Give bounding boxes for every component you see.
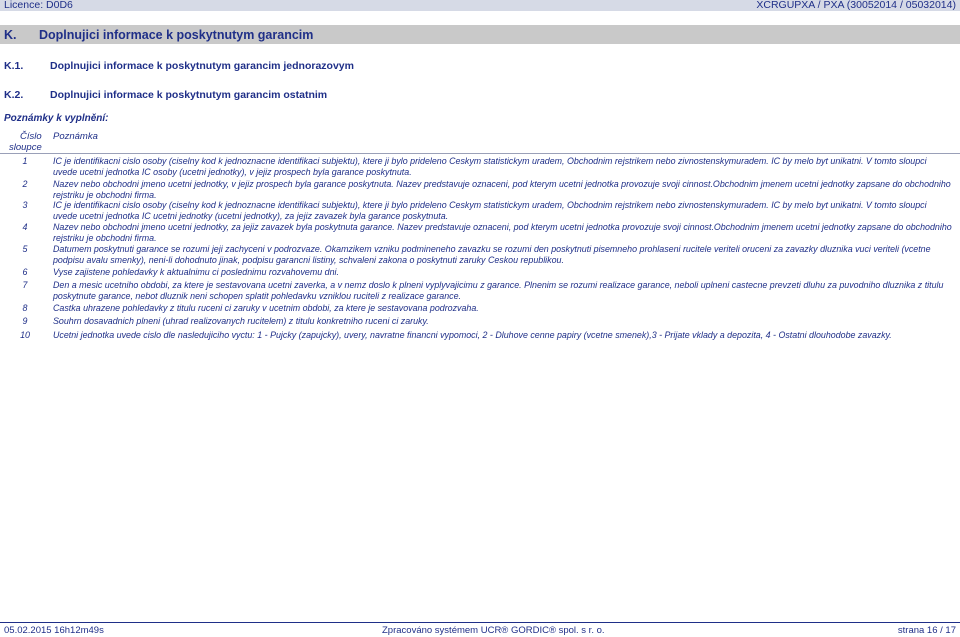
subsection-number: K.2.	[4, 89, 24, 101]
note-number: 9	[22, 316, 28, 326]
note-number: 6	[22, 267, 28, 277]
section-heading	[0, 25, 960, 44]
note-number: 2	[22, 179, 28, 189]
note-number: 5	[22, 244, 28, 254]
note-text: Souhrn dosavadnich plneni (uhrad realizovanych rucitelem) z titulu konkretniho ruceni ci zaruky.	[53, 316, 429, 326]
footer-datetime: 05.02.2015 16h12m49s	[4, 625, 104, 636]
note-number: 8	[22, 303, 28, 313]
footer-divider	[0, 622, 960, 623]
licence-label: Licence: D0D6	[4, 0, 73, 11]
note-text: IC je identifikacni cislo osoby (ciselny kod k jednoznacne identifikaci subjektu), ktere ji bylo prideleno Ceskym statistickym uradem, Obchodnim rejstrikem nebo zivnostenskymuradem. IC by melo byt unikatni. V tomto sloupci uvede ucetni jednotka IC ucetni jednotky (ucetni jednotky), za jejiz zavazek byla garance poskytnuta.	[53, 200, 927, 221]
footer-system: Zpracováno systémem UCR® GORDIC® spol. s r. o.	[382, 625, 605, 636]
note-text: Nazev nebo obchodni jmeno ucetni jednotky, v jejiz prospech byla garance poskytnuta. Nazev predstavuje oznaceni, pod kterym ucetni jednotka provozuje svoji cinnost.Obchodnim jmenem ucetni jednotky zapsane do obchodniho rejstriku je obchodni firma.	[53, 179, 951, 200]
subsection-k1	[0, 60, 960, 74]
document-header-band	[0, 0, 960, 11]
subsection-k2	[0, 89, 960, 103]
note-number: 3	[22, 200, 28, 210]
column-note-header: Poznámka	[53, 131, 98, 142]
note-number: 4	[22, 222, 28, 232]
notes-heading: Poznámky k vyplnění:	[4, 113, 109, 124]
note-text: Ucetni jednotka uvede cislo dle nasledujiciho vyctu: 1 - Pujcky (zapujcky), uvery, navratne financni vypomoci, 2 - Dluhove cenne papiry (vcetne smenek),3 - Prijate vklady a depozita, 4 - Ostatni dlouhodobe zavazky.	[53, 330, 892, 340]
header-divider	[0, 153, 960, 154]
section-number: K.	[4, 28, 17, 42]
note-number: 10	[20, 330, 30, 340]
column-number-header-line2: sloupce	[9, 142, 42, 153]
note-number: 7	[22, 280, 28, 290]
document-id-label: XCRGUPXA / PXA (30052014 / 05032014)	[756, 0, 956, 11]
section-title: Doplnujici informace k poskytnutym garancim	[39, 28, 314, 42]
note-text: IC je identifikacni cislo osoby (ciselny kod k jednoznacne identifikaci subjektu), ktere ji bylo prideleno Ceskym statistickym uradem, Obchodnim rejstrikem nebo zivnostenskymuradem. IC by melo byt unikatni. V tomto sloupci uvede ucetni jednotka IC osoby (ucetni jednotky), v jejiz prospech byla garance poskytnuta.	[53, 156, 927, 177]
subsection-title: Doplnujici informace k poskytnutym garancim jednorazovym	[50, 60, 354, 72]
note-text: Nazev nebo obchodni jmeno ucetni jednotky, za jejiz zavazek byla poskytnuta garance. Nazev predstavuje oznaceni, pod kterym ucetni jednotka provozuje svoji cinnost.Obchodnim jmenem ucetni jednotky zapsane do obchodniho rejstriku je obchodni firma.	[53, 222, 952, 243]
page-footer	[0, 625, 960, 637]
subsection-title: Doplnujici informace k poskytnutym garancim ostatnim	[50, 89, 328, 101]
note-text: Datumem poskytnuti garance se rozumi jeji zachyceni v podrozvaze. Okamzikem vzniku podmineneho zavazku se rozumi den poskytnuti pisemneho prohlaseni rucitele veriteli oruceni za zavazky dluznika vuci veriteli (vcetne podpisu avalu smenky), neni-li dohodnuto jinak, podpisu garancni listiny, schvaleni zakona o poskytnuti zaruky Ceskou republikou.	[53, 244, 931, 265]
note-text: Castka uhrazene pohledavky z titulu ruceni ci zaruky v ucetnim obdobi, za ktere je sestavovana podrozvaha.	[53, 303, 479, 313]
footer-page-number: strana 16 / 17	[897, 625, 956, 636]
subsection-number: K.1.	[4, 60, 24, 72]
note-number: 1	[22, 156, 28, 166]
note-text: Vyse zajistene pohledavky k aktualnimu ci poslednimu rozvahovemu dni.	[53, 267, 339, 277]
column-number-header: Číslo	[20, 131, 42, 142]
note-text: Den a mesic ucetniho obdobi, za ktere je sestavovana ucetni zaverka, a v nemz doslo k plneni vyplyvajicimu z garance. Plnenim se rozumi realizace garance, neboli uplneni castecne prevzeti dluhu za puvodniho dluznika z titulu poskytnute garance, nebot dluznik neni schopen splatit pohledavku vzniklou ruciteli z realizace garance.	[53, 280, 944, 301]
